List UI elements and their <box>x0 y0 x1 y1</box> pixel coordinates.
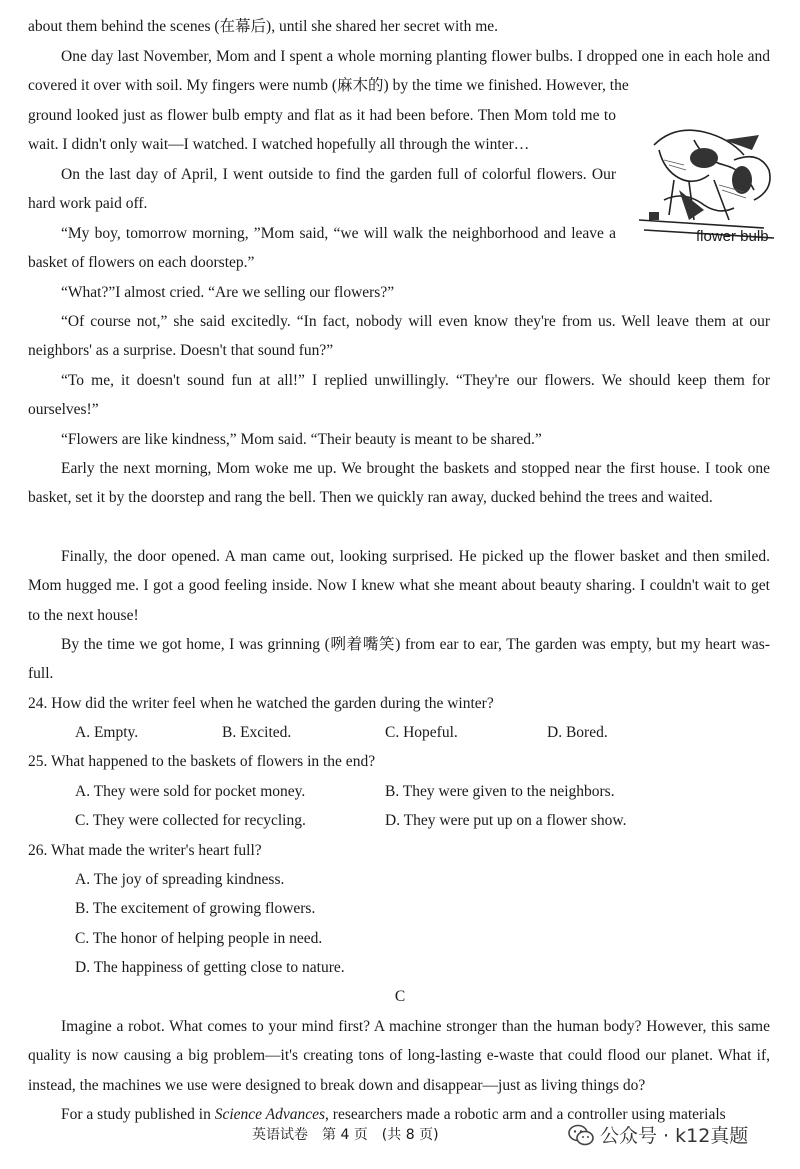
q26-option-a: A. The joy of spreading kindness. <box>75 871 285 888</box>
q25-option-c: C. They were collected for recycling. <box>75 812 306 829</box>
passage-paragraph-1-part2: ground looked just as flower bulb empty and flat as it had been before. Then Mom told me to wait. I didn't only wait—I watched. I watched hopefully all through the winter… <box>28 107 616 154</box>
passage-paragraph-0: about them behind the scenes (在幕后), until she shared her secret with me. <box>28 18 499 35</box>
passage-paragraph-8: Early the next morning, Mom woke me up. We brought the baskets and stopped near the first house. I took one basket, set it by the doorstep and rang the bell. Then we quickly ran away, ducked behind the trees and waited. <box>28 460 770 507</box>
q24-option-d: D. Bored. <box>547 724 608 741</box>
watermark <box>568 1121 748 1148</box>
p1-line1: One day last November, Mom and I spent a whole morning planting flower bulbs. I dropped one in each hole and covered it over with soil. My fingers were numb (麻木的) by the time we finished. However, the <box>28 48 770 95</box>
q24-option-b: B. Excited. <box>222 724 292 741</box>
page-footer: 英语试卷 第 4 页 (共 8 页) <box>252 1127 439 1143</box>
q26-option-b: B. The excitement of growing flowers. <box>75 900 316 917</box>
journal-name: Science Advances <box>214 1106 326 1123</box>
section-c-heading: C <box>394 988 406 1005</box>
passage-paragraph-10: By the time we got home, I was grinning (咧着嘴笑) from ear to ear, The garden was empty, but my heart was-full. <box>28 636 770 683</box>
question-25: 25. What happened to the baskets of flowers in the end? <box>28 753 376 770</box>
q25-option-d: D. They were put up on a flower show. <box>385 812 627 829</box>
q25-option-a: A. They were sold for pocket money. <box>75 783 306 800</box>
passage-paragraph-4: “What?”I almost cried. “Are we selling our flowers?” <box>61 284 395 301</box>
section-c-paragraph-1: Imagine a robot. What comes to your mind first? A machine stronger than the human body? However, this same quality is now causing a big problem—it's creating tons of long-lasting e-waste that could flood our planet. What if, instead, the machines we use were designed to break down and disappear—just as living things do? <box>28 1018 770 1094</box>
q24-option-a: A. Empty. <box>75 724 139 741</box>
passage-paragraph-3: “My boy, tomorrow morning, ”Mom said, “we will walk the neighborhood and leave a basket of flowers on each doorstep.” <box>28 225 616 272</box>
passage-paragraph-9: Finally, the door opened. A man came out, looking surprised. He picked up the flower basket and then smiled. Mom hugged me. I got a good feeling inside. Now I knew what she meant about beauty sharing. I couldn't wait to get to the next house! <box>28 548 770 624</box>
passage-paragraph-6: “To me, it doesn't sound fun at all!” I replied unwillingly. “They're our flowers. We should keep them for ourselves!” <box>28 372 770 419</box>
passage-paragraph-5: “Of course not,” she said excitedly. “In fact, nobody will even know they're from us. Well leave them at our neighbors' as a surprise. Doesn't that sound fun?” <box>28 313 770 360</box>
wechat-icon <box>568 1124 594 1146</box>
watermark-text: 公众号 · k12真题 <box>600 1125 749 1147</box>
figure-caption: flower bulb <box>696 228 769 245</box>
q25-option-b: B. They were given to the neighbors. <box>385 783 615 800</box>
q26-option-d: D. The happiness of getting close to nature. <box>75 959 345 976</box>
passage-paragraph-1-part1 <box>28 42 770 101</box>
p2-before: For a study published in <box>61 1106 215 1123</box>
passage-paragraph-7: “Flowers are like kindness,” Mom said. “Their beauty is meant to be shared.” <box>61 431 542 448</box>
p2-after: , researchers made a robotic arm and a controller using materials <box>325 1106 726 1123</box>
question-24: 24. How did the writer feel when he watched the garden during the winter? <box>28 695 494 712</box>
q26-option-c: C. The honor of helping people in need. <box>75 930 323 947</box>
question-26: 26. What made the writer's heart full? <box>28 842 262 859</box>
passage-paragraph-2: On the last day of April, I went outside to find the garden full of colorful flowers. Our hard work paid off. <box>28 166 616 213</box>
q24-option-c: C. Hopeful. <box>385 724 458 741</box>
